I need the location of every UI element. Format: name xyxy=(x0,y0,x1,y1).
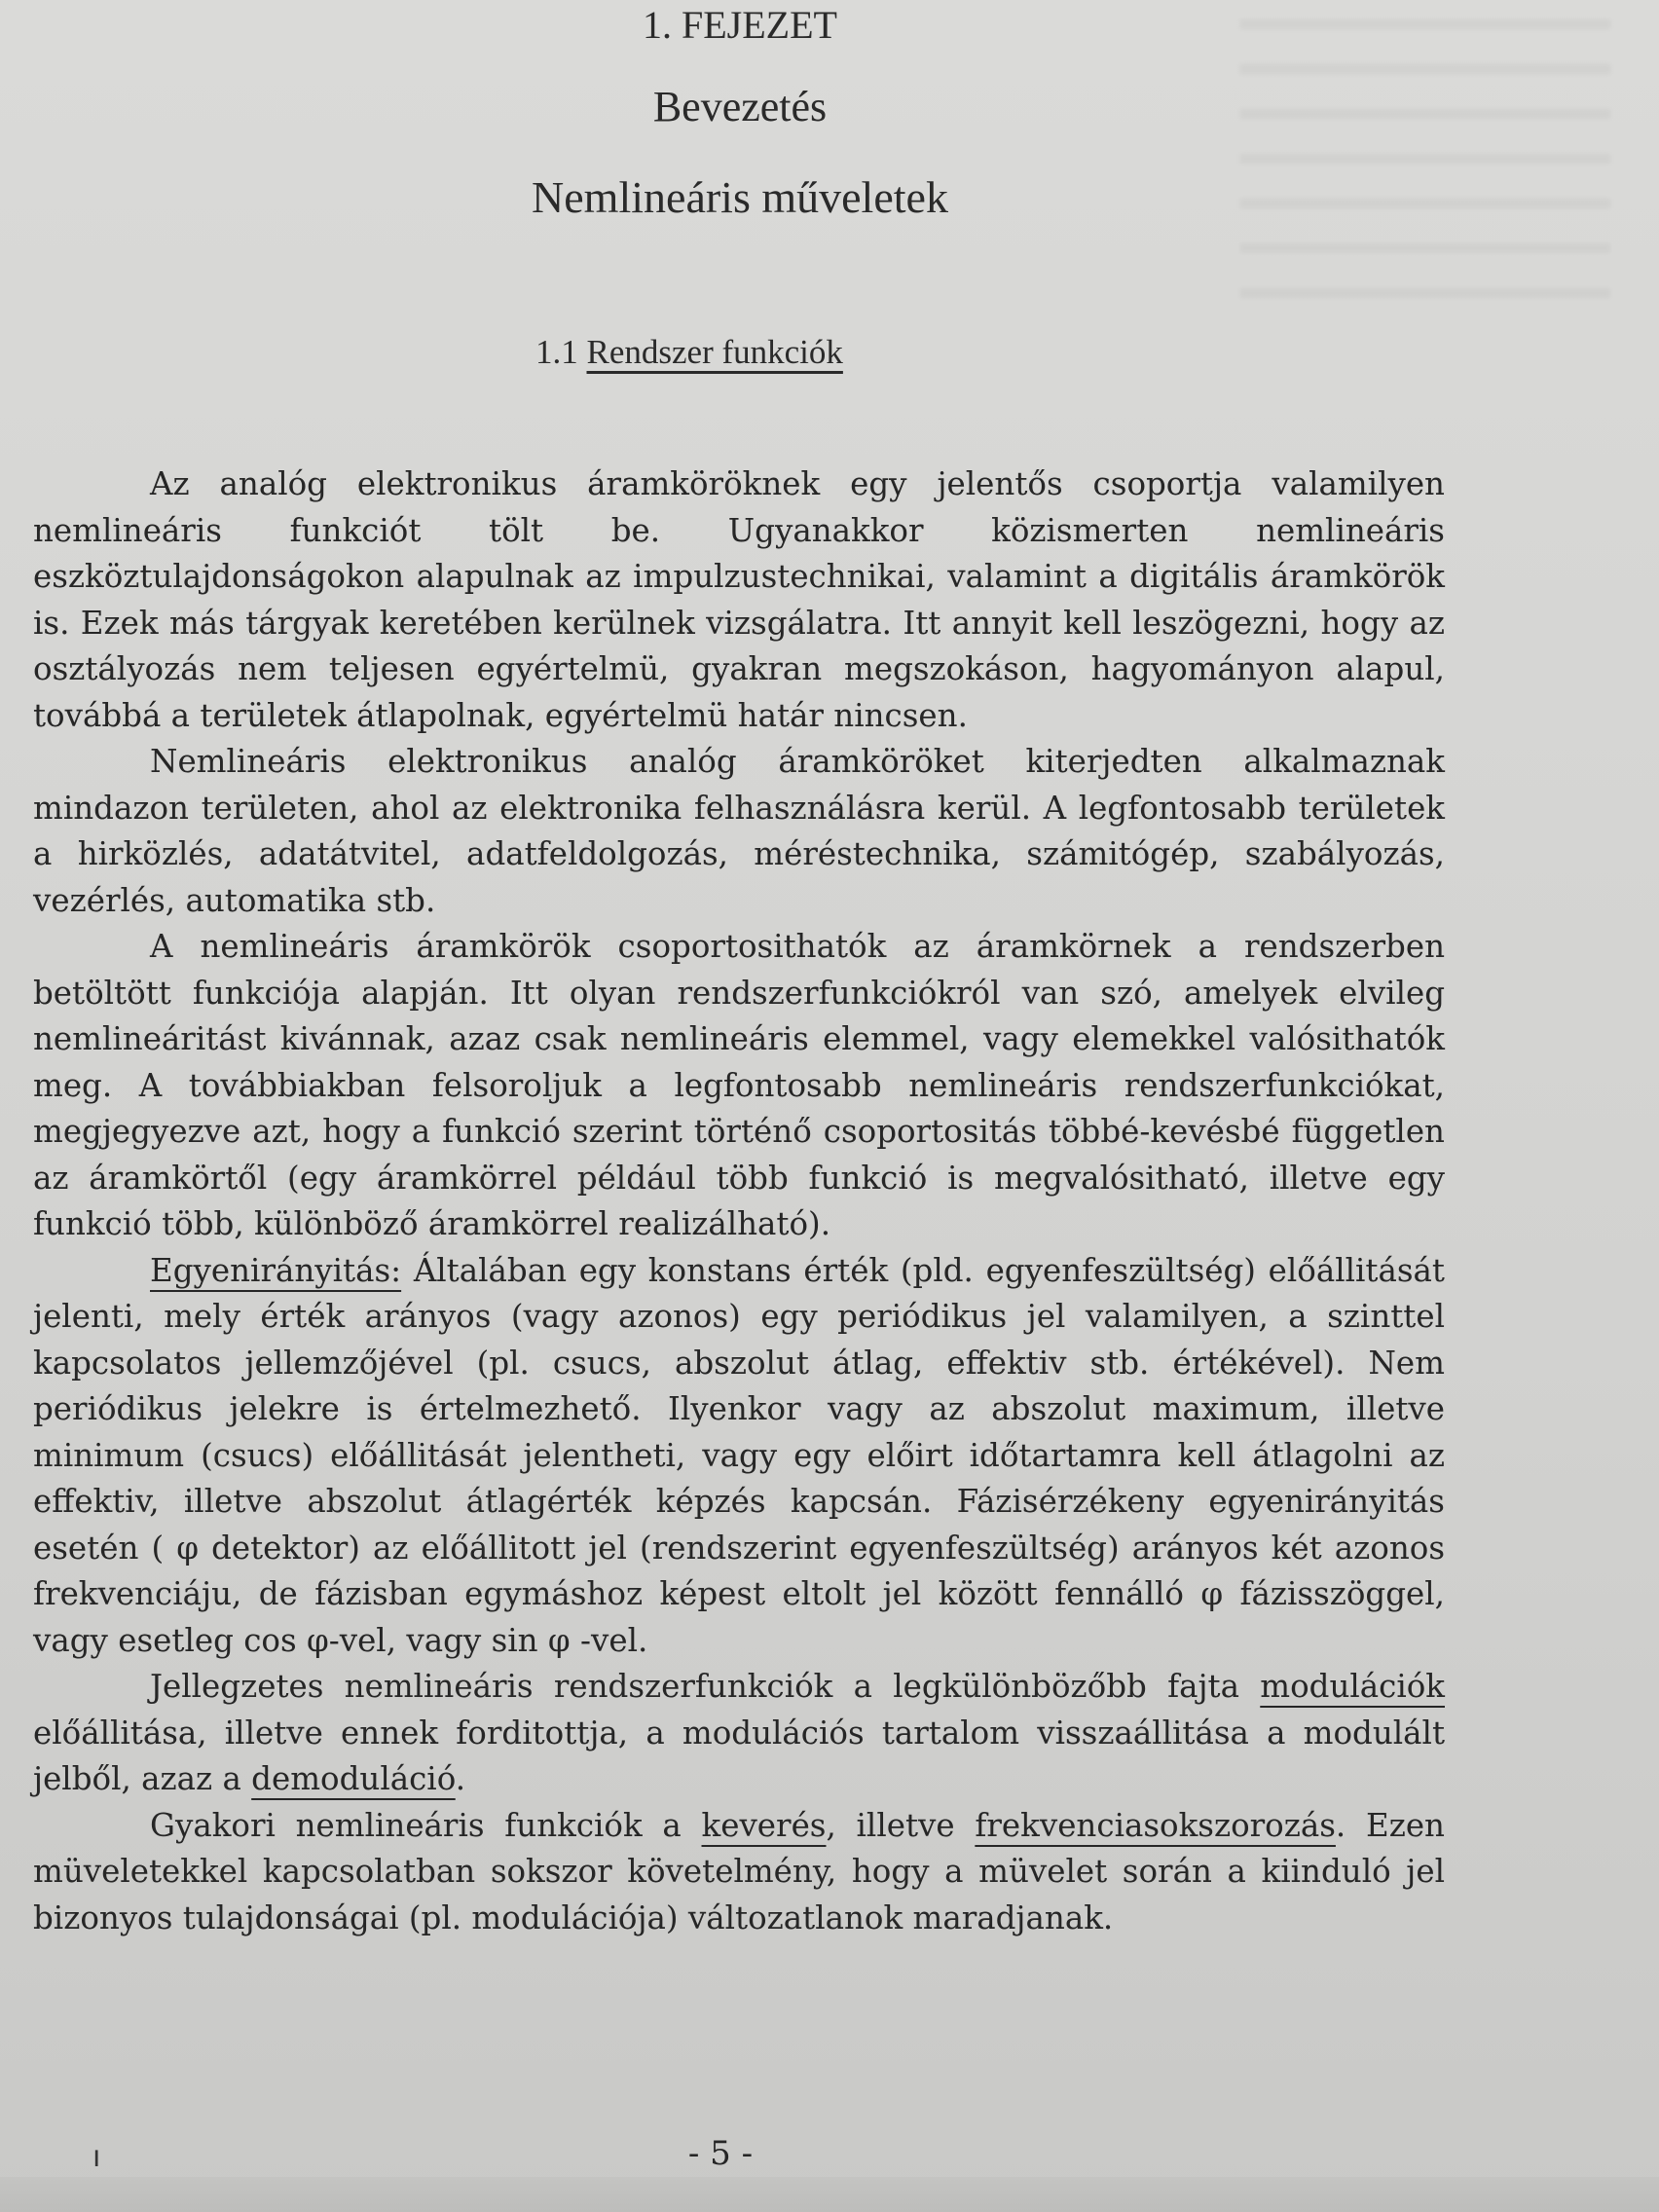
paragraph-4 xyxy=(33,1248,1445,1665)
paragraph-5-text-c: . xyxy=(455,1760,466,1797)
paragraph-6-text-a: Gyakori nemlineáris funkciók a xyxy=(150,1806,702,1844)
paragraph-3: A nemlineáris áramkörök csoportosithatók az áramkörnek a rendszerben betöltött funkciója alapján. Itt olyan rendszerfunkciókról van szó, amelyek elvileg nemlineáritást kivánnak, azaz csak nemlineáris elemmel, vagy elemekkel valósithatók meg. A továbbiakban felsoroljuk a legfontosabb nemlineáris rendszerfunkciókat, megjegyezve azt, hogy a funkció szerint történő csoportositás többé-kevésbé független az áramkörtől (egy áramkörrel például több funkció is megvalósitható, illetve egy funkció több, különböző áramkörrel realizálható). xyxy=(33,928,1445,1242)
paragraph-6 xyxy=(33,1803,1445,1942)
paragraph-5-text-a: Jellegzetes nemlineáris rendszerfunkciók a legkülönbözőbb fajta xyxy=(150,1668,1261,1705)
term-keveres: keverés xyxy=(701,1806,827,1844)
pencil-mark: ı xyxy=(92,2140,101,2174)
paragraph-4-text: Általában egy konstans érték (pld. egyenfeszültség) előállitását jelenti, mely érték arányos (vagy azonos) egy periódikus jel valamilyen, a szinttel kapcsolatos jellemzőjével (pl. csucs, abszolut átlag, effektiv stb. értékével). Nem periódikus jelekre is értelmezhető. Ilyenkor vagy az abszolut maximum, illetve minimum (csucs) előállitását jelentheti, vagy egy előirt időtartamra kell átlagolni az effektiv, illetve abszolut átlagérték képzés kapcsán. Fázisérzékeny egyenirányitás esetén ( φ detektor) az előállitott jel (rendszerint egyenfeszültség) arányos két azonos frekvenciáju, de fázisban egymáshoz képest eltolt jel között fennálló φ fázisszöggel, vagy esetleg cos φ-vel, vagy sin φ -vel. xyxy=(33,1251,1445,1659)
paragraph-1: Az analóg elektronikus áramköröknek egy jelentős csoportja valamilyen nemlineáris funkciót tölt be. Ugyanakkor közismerten nemlineáris eszköztulajdonságokon alapulnak az impulzustechnikai, valamint a digitális áramkörök is. Ezek más tárgyak keretében kerülnek vizsgálatra. Itt annyit kell leszögezni, hogy az osztályozás nem teljesen egyértelmü, gyakran megszokáson, hagyományon alapul, továbbá a területek átlapolnak, egyértelmü határ nincsen. xyxy=(33,465,1445,734)
paragraph-5-text-b: előállitása, illetve ennek forditottja, a modulációs tartalom visszaállitása a modulált jelből, azaz a xyxy=(33,1714,1445,1797)
body-text xyxy=(33,461,1445,1941)
term-demodulacio: demoduláció xyxy=(251,1760,456,1797)
paragraph-2: Nemlineáris elektronikus analóg áramköröket kiterjedten alkalmaznak mindazon területen, ahol az elektronika felhasználásra kerül. A legfontosabb területek a hirközlés, adatátvitel, adatfeldolgozás, méréstechnika, számitógép, szabályozás, vezérlés, automatika stb. xyxy=(33,743,1445,919)
section-title: Rendszer funkciók xyxy=(586,333,843,371)
term-frekvenciasokszorozas: frekvenciasokszorozás xyxy=(975,1806,1336,1844)
chapter-title: Bevezetés xyxy=(652,83,828,130)
term-egyeniranyitas: Egyenirányitás: xyxy=(150,1251,402,1289)
scan-bottom-edge xyxy=(0,2177,1659,2212)
section-heading xyxy=(535,333,843,372)
chapter-subtitle: Nemlineáris műveletek xyxy=(532,172,948,222)
paragraph-6-text-b: , illetve xyxy=(826,1806,976,1844)
term-modulaciok: modulációk xyxy=(1260,1668,1445,1705)
page-number: - 5 - xyxy=(687,2134,754,2173)
chapter-label: 1. FEJEZET xyxy=(643,3,837,47)
bleed-through-shadow xyxy=(1240,19,1610,312)
paragraph-6-text-c: . Ezen müveletekkel kapcsolatban sokszor követelmény, hogy a müvelet során a kiinduló jel bizonyos tulajdonságai (pl. modulációja) változatlanok maradjanak. xyxy=(33,1806,1445,1936)
section-number: 1.1 xyxy=(535,333,578,371)
paragraph-5 xyxy=(33,1664,1445,1803)
